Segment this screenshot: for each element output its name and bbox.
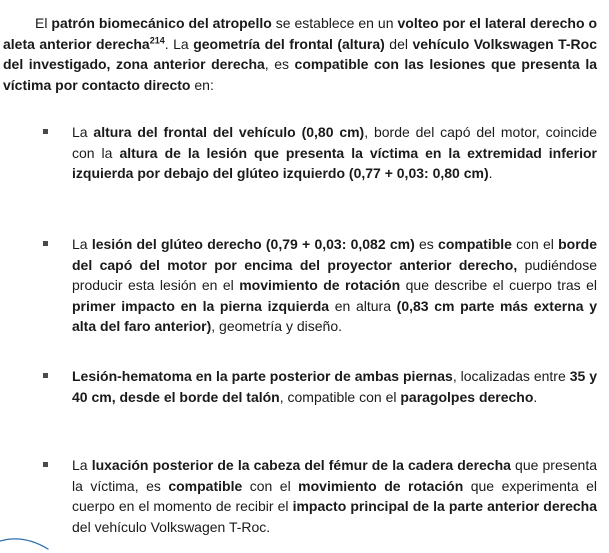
bullet-marker bbox=[42, 461, 50, 469]
text-run: en: bbox=[190, 76, 214, 93]
bold-run: lesión del glúteo derecho (0,79 + 0,03: 0,082 cm) bbox=[91, 236, 415, 252]
text-run: , localizadas entre bbox=[452, 368, 570, 384]
bold-run: altura de la lesión que presenta la víctima en la extremidad inferior izquierda por debajo del glúteo izquierdo (0,77 + 0,03: 0,80 cm) bbox=[72, 144, 597, 181]
text-run: del bbox=[384, 35, 413, 52]
bullet-marker bbox=[42, 240, 50, 248]
bold-run: compatible con las lesiones que presenta la víctima por contacto directo bbox=[3, 56, 597, 93]
text-run: La bbox=[72, 457, 92, 473]
bullet-marker bbox=[42, 128, 50, 136]
text-run: , es bbox=[264, 56, 295, 72]
intro-paragraph bbox=[3, 13, 597, 95]
bold-run: vehículo Volkswagen T-Roc del investigado, zona anterior derecha bbox=[3, 35, 598, 72]
bold-run: compatible bbox=[438, 236, 512, 252]
text-run: se establece en un bbox=[271, 15, 398, 31]
text-run: con el bbox=[511, 236, 559, 252]
bold-run: Lesión-hematoma en la parte posterior de ambas piernas bbox=[72, 368, 453, 384]
bold-run: luxación posterior de la cabeza del fémur de la cadera derecha bbox=[91, 457, 511, 473]
text-run: que describe el cuerpo tras el bbox=[400, 277, 597, 293]
text-run: . La bbox=[164, 35, 194, 52]
text-run: pudiéndose producir esta lesión en el bbox=[72, 256, 598, 293]
text-run: es bbox=[414, 236, 439, 252]
text-run: con el bbox=[242, 477, 299, 494]
text-run: del vehículo Volkswagen T-Roc. bbox=[72, 518, 271, 535]
bold-run: movimiento de rotación bbox=[298, 477, 464, 494]
list-item-2 bbox=[72, 234, 597, 337]
bold-run: (0,83 cm parte más externa y alta del faro anterior) bbox=[72, 297, 597, 334]
bold-run: primer impacto en la pierna izquierda bbox=[72, 297, 330, 314]
text-run: que presenta la víctima, es bbox=[72, 457, 597, 494]
text-run: en altura bbox=[329, 297, 397, 314]
text-run: . bbox=[488, 165, 493, 181]
bold-run: volteo por el lateral derecho o aleta anterior derecha bbox=[3, 15, 598, 52]
text-run: , compatible con el bbox=[279, 388, 401, 405]
bold-run: paragolpes derecho bbox=[400, 388, 534, 405]
bullet-marker bbox=[42, 372, 50, 380]
list-item-3 bbox=[72, 366, 597, 407]
text-run: La bbox=[72, 236, 92, 252]
list-item-4 bbox=[72, 455, 597, 537]
text-run: , geometría y diseño. bbox=[211, 318, 343, 334]
bold-run: borde del capó del motor por encima del proyector anterior derecho, bbox=[72, 236, 598, 273]
bold-run: patrón biomecánico del atropello bbox=[51, 15, 272, 31]
bold-run: 35 y 40 cm, desde el borde del talón bbox=[72, 368, 598, 405]
text-run: El bbox=[35, 15, 52, 31]
text-run: que experimenta el cuerpo en el momento de recibir el bbox=[72, 477, 597, 514]
bold-run: impacto principal de la parte anterior derecha bbox=[292, 498, 597, 514]
bold-run: compatible bbox=[168, 477, 243, 494]
bold-run: geometría del frontal (altura) bbox=[193, 35, 385, 52]
text-run: , borde del capó del motor, coincide con la bbox=[72, 124, 597, 161]
list-item-1 bbox=[72, 122, 597, 184]
bold-run: altura del frontal del vehículo (0,80 cm) bbox=[93, 124, 365, 140]
pen-mark-icon bbox=[0, 528, 60, 553]
footnote-ref: 214 bbox=[149, 34, 165, 45]
bold-run: movimiento de rotación bbox=[239, 277, 401, 293]
text-run: . bbox=[533, 388, 538, 405]
text-run: La bbox=[72, 124, 94, 140]
